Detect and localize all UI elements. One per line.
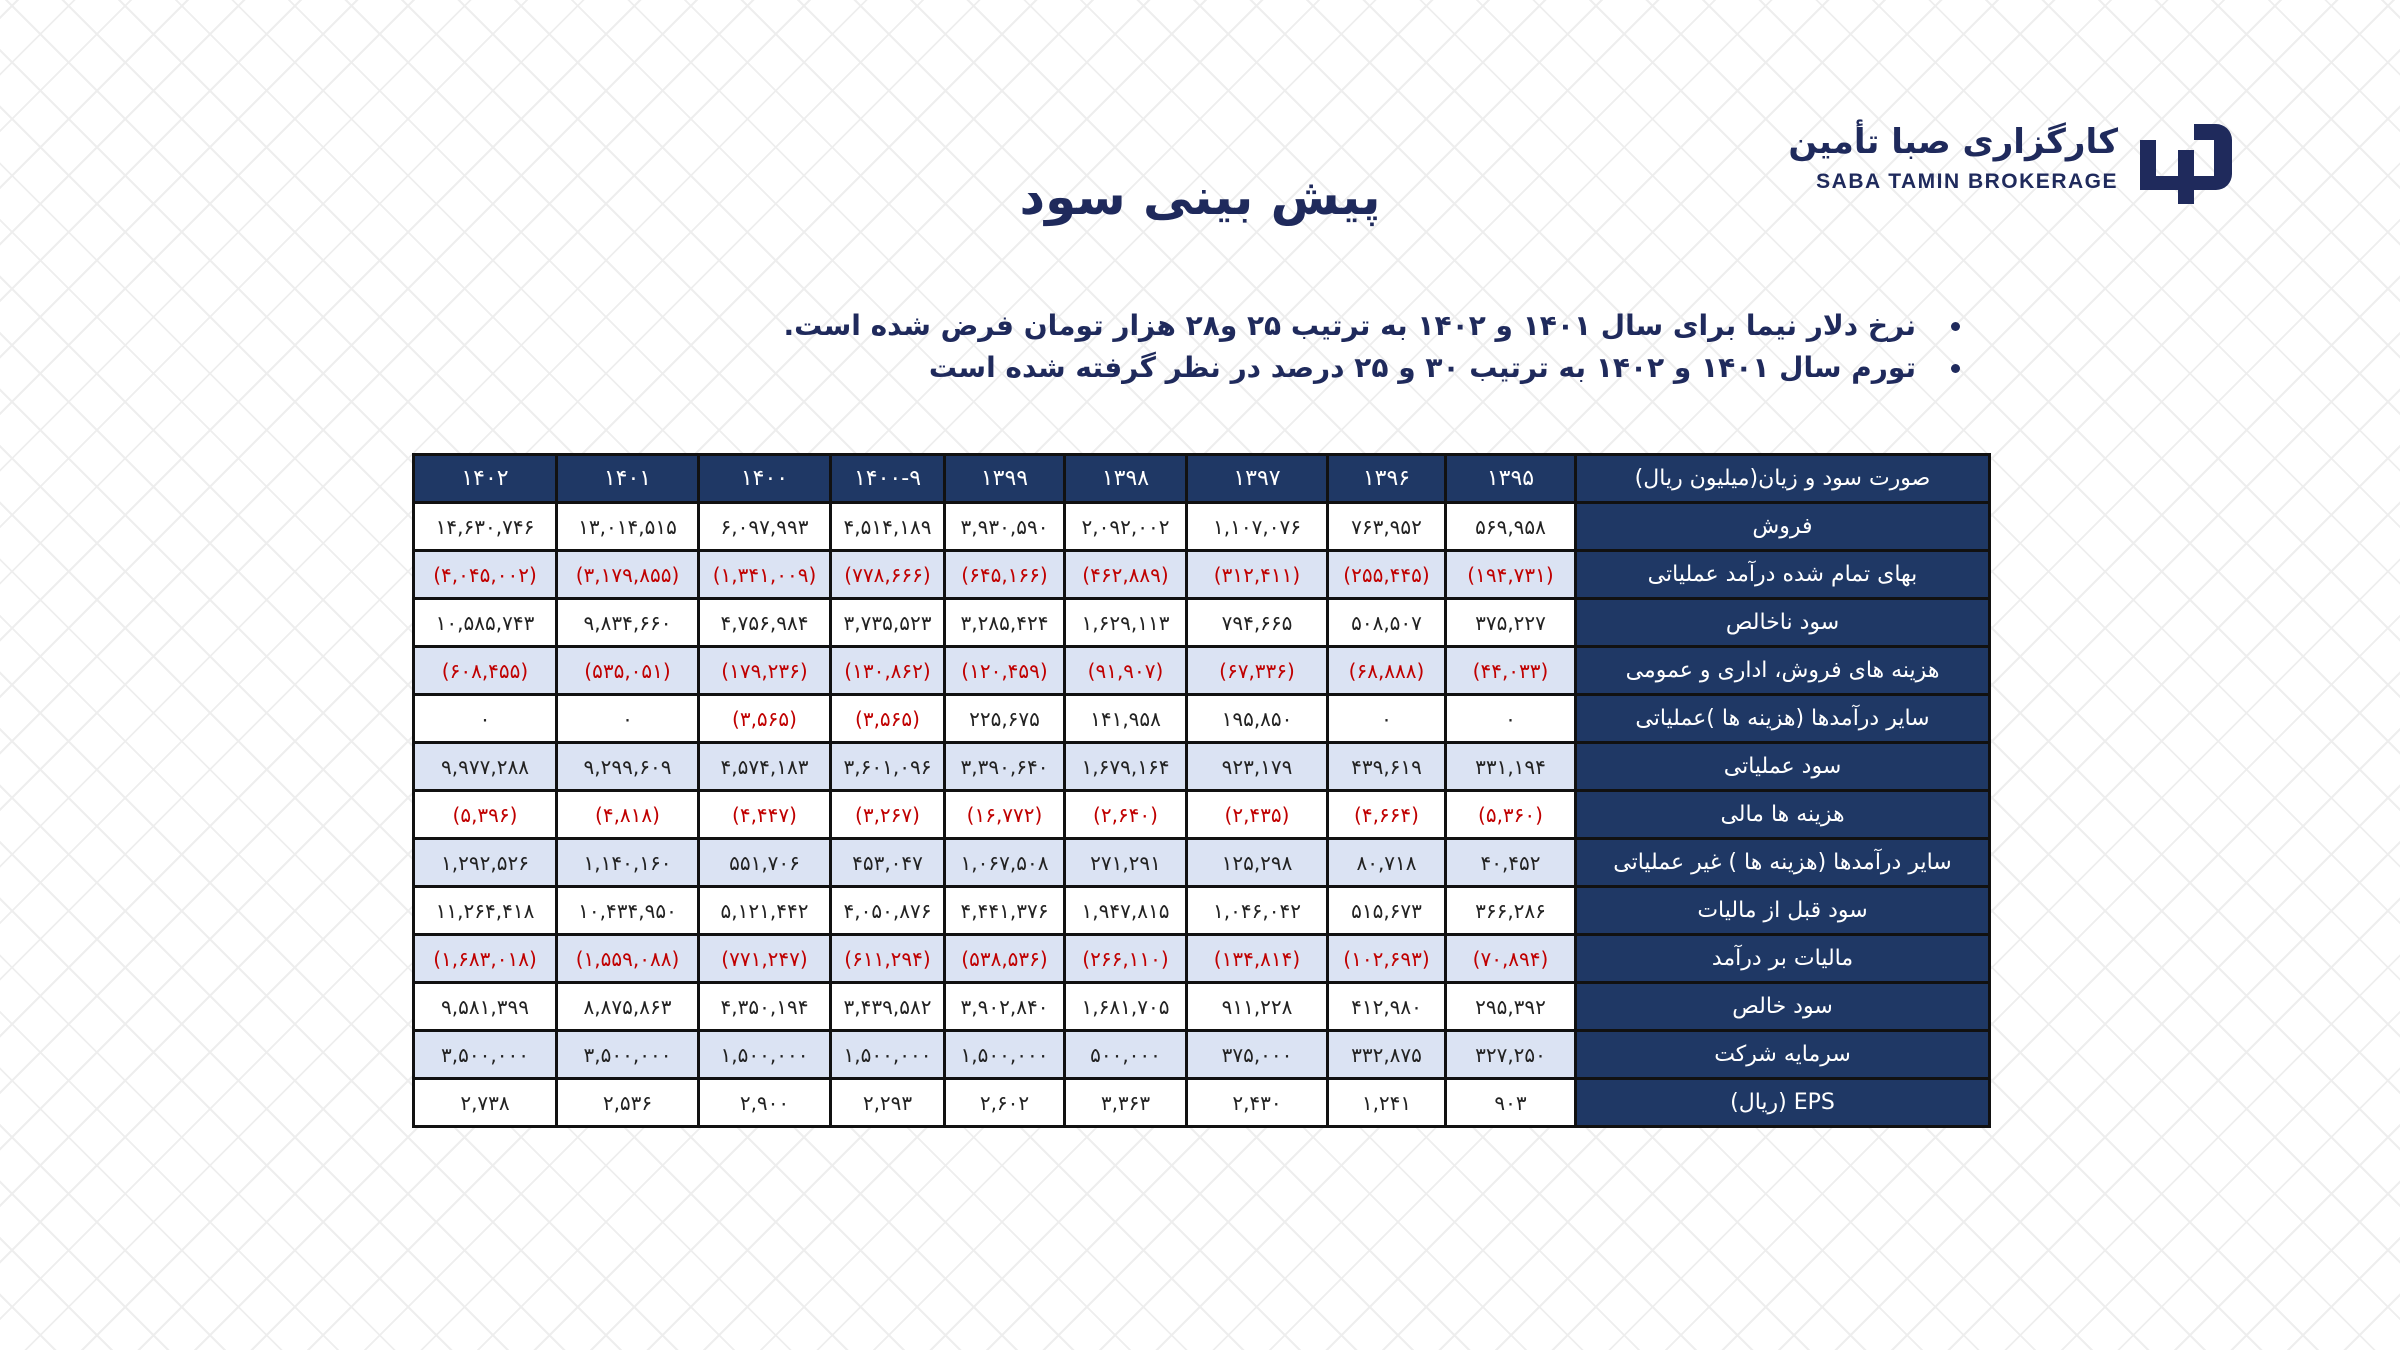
profit-loss-table: [412, 453, 1991, 1128]
table-cell: ۱,۹۴۷,۸۱۵: [1065, 887, 1187, 935]
table-cell: (۴۴,۰۳۳): [1446, 647, 1576, 695]
table-cell: ۰: [557, 695, 699, 743]
table-cell: ۱,۰۶۷,۵۰۸: [945, 839, 1065, 887]
row-label: سایر درآمدها (هزینه ها ) غیر عملیاتی: [1576, 839, 1990, 887]
assumption-item: [660, 305, 1960, 347]
table-cell: ۵۰۸,۵۰۷: [1328, 599, 1446, 647]
table-cell: ۱۱,۲۶۴,۴۱۸: [414, 887, 557, 935]
table-cell: ۱,۵۰۰,۰۰۰: [699, 1031, 831, 1079]
table-cell: (۱,۵۵۹,۰۸۸): [557, 935, 699, 983]
row-label: سود ناخالص: [1576, 599, 1990, 647]
table-cell: ۳,۷۳۵,۵۲۳: [831, 599, 945, 647]
table-cell: ۱,۶۷۹,۱۶۴: [1065, 743, 1187, 791]
table-cell: (۵۳۸,۵۳۶): [945, 935, 1065, 983]
table-row: [414, 935, 1990, 983]
table-cell: (۹۱,۹۰۷): [1065, 647, 1187, 695]
table-cell: ۱۳,۰۱۴,۵۱۵: [557, 503, 699, 551]
table-header-year: ۱۳۹۶: [1328, 455, 1446, 503]
table-cell: (۷۷۱,۲۴۷): [699, 935, 831, 983]
table-cell: ۰: [414, 695, 557, 743]
table-cell: ۴۳۹,۶۱۹: [1328, 743, 1446, 791]
table-cell: ۳۲۷,۲۵۰: [1446, 1031, 1576, 1079]
table-cell: ۹۱۱,۲۲۸: [1187, 983, 1328, 1031]
table-cell: ۸,۸۷۵,۸۶۳: [557, 983, 699, 1031]
table-cell: (۱۲۰,۴۵۹): [945, 647, 1065, 695]
table-cell: (۱,۶۸۳,۰۱۸): [414, 935, 557, 983]
table-header-row: [414, 455, 1990, 503]
table-row: [414, 839, 1990, 887]
table-cell: (۶۷,۳۳۶): [1187, 647, 1328, 695]
table-cell: ۱,۲۴۱: [1328, 1079, 1446, 1127]
row-label: بهای تمام شده درآمد عملیاتی: [1576, 551, 1990, 599]
assumptions-list: [660, 305, 1960, 389]
table-row: [414, 743, 1990, 791]
table-cell: ۳۶۶,۲۸۶: [1446, 887, 1576, 935]
table-cell: ۹۰۳: [1446, 1079, 1576, 1127]
table-cell: (۱۷۹,۲۳۶): [699, 647, 831, 695]
table-row: [414, 599, 1990, 647]
table-cell: ۱,۵۰۰,۰۰۰: [831, 1031, 945, 1079]
table-header-year: ۱۴۰۰: [699, 455, 831, 503]
table-header-year: ۱۴۰۱: [557, 455, 699, 503]
table-cell: (۱۳۴,۸۱۴): [1187, 935, 1328, 983]
table-cell: ۴۰,۴۵۲: [1446, 839, 1576, 887]
row-label: هزینه ها مالی: [1576, 791, 1990, 839]
table-cell: ۵۶۹,۹۵۸: [1446, 503, 1576, 551]
table-cell: ۵۰۰,۰۰۰: [1065, 1031, 1187, 1079]
table-cell: ۱,۶۸۱,۷۰۵: [1065, 983, 1187, 1031]
table-cell: ۳,۹۰۲,۸۴۰: [945, 983, 1065, 1031]
table-row: [414, 647, 1990, 695]
table-cell: ۲,۶۰۲: [945, 1079, 1065, 1127]
table-cell: ۳۷۵,۲۲۷: [1446, 599, 1576, 647]
table-cell: ۱۹۵,۸۵۰: [1187, 695, 1328, 743]
table-cell: ۵۱۵,۶۷۳: [1328, 887, 1446, 935]
table-cell: (۳,۵۶۵): [699, 695, 831, 743]
table-cell: (۲,۶۴۰): [1065, 791, 1187, 839]
table-cell: (۷۷۸,۶۶۶): [831, 551, 945, 599]
table-row: [414, 1031, 1990, 1079]
table-cell: ۲,۰۹۲,۰۰۲: [1065, 503, 1187, 551]
table-cell: ۱۴,۶۳۰,۷۴۶: [414, 503, 557, 551]
table-row: [414, 887, 1990, 935]
row-label: سود عملیاتی: [1576, 743, 1990, 791]
table-header-year: ۱۳۹۹: [945, 455, 1065, 503]
bullet-dot-icon: [1951, 322, 1960, 331]
assumption-text: تورم سال ۱۴۰۱ و ۱۴۰۲ به ترتیب ۳۰ و ۲۵ درصد در نظر گرفته شده است: [928, 351, 1916, 384]
table-cell: ۳,۳۹۰,۶۴۰: [945, 743, 1065, 791]
table-cell: ۶,۰۹۷,۹۹۳: [699, 503, 831, 551]
table-cell: (۶۱۱,۲۹۴): [831, 935, 945, 983]
row-label: سایر درآمدها (هزینه ها )عملیاتی: [1576, 695, 1990, 743]
table-cell: ۹,۸۳۴,۶۶۰: [557, 599, 699, 647]
table-cell: (۳,۱۷۹,۸۵۵): [557, 551, 699, 599]
table-cell: ۳,۹۳۰,۵۹۰: [945, 503, 1065, 551]
table-header-year: ۱۳۹۸: [1065, 455, 1187, 503]
table-cell: ۷۹۴,۶۶۵: [1187, 599, 1328, 647]
table-cell: (۶۰۸,۴۵۵): [414, 647, 557, 695]
table-cell: ۴۵۳,۰۴۷: [831, 839, 945, 887]
row-label: هزینه های فروش، اداری و عمومی: [1576, 647, 1990, 695]
table-cell: ۷۶۳,۹۵۲: [1328, 503, 1446, 551]
table-cell: (۴۶۲,۸۸۹): [1065, 551, 1187, 599]
table-row: [414, 791, 1990, 839]
table-header-year: ۱۳۹۵: [1446, 455, 1576, 503]
table-cell: (۱۰۲,۶۹۳): [1328, 935, 1446, 983]
table-cell: (۱۹۴,۷۳۱): [1446, 551, 1576, 599]
table-cell: ۱,۰۴۶,۰۴۲: [1187, 887, 1328, 935]
table-row: [414, 695, 1990, 743]
table-row: [414, 1079, 1990, 1127]
table-cell: ۹,۲۹۹,۶۰۹: [557, 743, 699, 791]
table-cell: ۰: [1446, 695, 1576, 743]
row-label: EPS (ریال): [1576, 1079, 1990, 1127]
logo-name-fa: کارگزاری صبا تأمین: [1788, 122, 2118, 162]
table-cell: ۴,۷۵۶,۹۸۴: [699, 599, 831, 647]
assumption-text: نرخ دلار نیما برای سال ۱۴۰۱ و ۱۴۰۲ به ترتیب ۲۵ و۲۸ هزار تومان فرض شده است.: [783, 309, 1916, 342]
table-cell: ۳۳۱,۱۹۴: [1446, 743, 1576, 791]
table-cell: (۲۵۵,۴۴۵): [1328, 551, 1446, 599]
table-cell: ۲,۴۳۰: [1187, 1079, 1328, 1127]
bullet-dot-icon: [1951, 364, 1960, 373]
table-cell: ۲,۷۳۸: [414, 1079, 557, 1127]
table-cell: ۳,۴۳۹,۵۸۲: [831, 983, 945, 1031]
table-cell: ۵۵۱,۷۰۶: [699, 839, 831, 887]
table-cell: (۶۴۵,۱۶۶): [945, 551, 1065, 599]
table-cell: ۹,۵۸۱,۳۹۹: [414, 983, 557, 1031]
table-header-year: ۱۴۰۰-۹: [831, 455, 945, 503]
table-cell: (۷۰,۸۹۴): [1446, 935, 1576, 983]
table-cell: (۲۶۶,۱۱۰): [1065, 935, 1187, 983]
table-cell: (۲,۴۳۵): [1187, 791, 1328, 839]
table-cell: (۳,۵۶۵): [831, 695, 945, 743]
table-cell: ۱۰,۴۳۴,۹۵۰: [557, 887, 699, 935]
table-cell: (۵,۳۹۶): [414, 791, 557, 839]
table-cell: (۴,۸۱۸): [557, 791, 699, 839]
table-cell: ۱۰,۵۸۵,۷۴۳: [414, 599, 557, 647]
table-cell: (۴,۶۶۴): [1328, 791, 1446, 839]
table-cell: ۲۷۱,۲۹۱: [1065, 839, 1187, 887]
table-cell: ۱۲۵,۲۹۸: [1187, 839, 1328, 887]
table-cell: ۲,۲۹۳: [831, 1079, 945, 1127]
table-cell: ۲۹۵,۳۹۲: [1446, 983, 1576, 1031]
table-header-label: صورت سود و زیان(میلیون ریال): [1576, 455, 1990, 503]
table-cell: (۴,۴۴۷): [699, 791, 831, 839]
table-cell: ۴,۵۷۴,۱۸۳: [699, 743, 831, 791]
table-row: [414, 983, 1990, 1031]
table-cell: (۱۳۰,۸۶۲): [831, 647, 945, 695]
table-cell: ۳,۵۰۰,۰۰۰: [557, 1031, 699, 1079]
row-label: سود قبل از مالیات: [1576, 887, 1990, 935]
row-label: مالیات بر درآمد: [1576, 935, 1990, 983]
table-cell: ۳,۵۰۰,۰۰۰: [414, 1031, 557, 1079]
table-cell: ۱,۱۴۰,۱۶۰: [557, 839, 699, 887]
table-cell: (۵۳۵,۰۵۱): [557, 647, 699, 695]
table-cell: ۹,۹۷۷,۲۸۸: [414, 743, 557, 791]
table-cell: ۲۲۵,۶۷۵: [945, 695, 1065, 743]
row-label: فروش: [1576, 503, 1990, 551]
table-cell: ۲,۵۳۶: [557, 1079, 699, 1127]
table-cell: ۱,۵۰۰,۰۰۰: [945, 1031, 1065, 1079]
table-cell: ۰: [1328, 695, 1446, 743]
table-cell: ۳۷۵,۰۰۰: [1187, 1031, 1328, 1079]
table-cell: (۵,۳۶۰): [1446, 791, 1576, 839]
row-label: سود خالص: [1576, 983, 1990, 1031]
table-cell: ۱,۱۰۷,۰۷۶: [1187, 503, 1328, 551]
table-cell: (۳,۲۶۷): [831, 791, 945, 839]
table-header-year: ۱۳۹۷: [1187, 455, 1328, 503]
assumption-item: [660, 347, 1960, 389]
table-header-year: ۱۴۰۲: [414, 455, 557, 503]
table-cell: (۴,۰۴۵,۰۰۲): [414, 551, 557, 599]
table-cell: (۳۱۲,۴۱۱): [1187, 551, 1328, 599]
table-cell: ۱,۶۲۹,۱۱۳: [1065, 599, 1187, 647]
table-row: [414, 551, 1990, 599]
table-cell: ۴,۳۵۰,۱۹۴: [699, 983, 831, 1031]
table-cell: ۳,۳۶۳: [1065, 1079, 1187, 1127]
table-row: [414, 503, 1990, 551]
logo-name-en: SABA TAMIN BROKERAGE: [1816, 170, 2118, 193]
table-cell: ۲,۹۰۰: [699, 1079, 831, 1127]
table-cell: ۱۴۱,۹۵۸: [1065, 695, 1187, 743]
table-cell: ۱,۲۹۲,۵۲۶: [414, 839, 557, 887]
table-cell: ۳,۶۰۱,۰۹۶: [831, 743, 945, 791]
row-label: سرمایه شرکت: [1576, 1031, 1990, 1079]
table-cell: (۱,۳۴۱,۰۰۹): [699, 551, 831, 599]
page-title: پیش بینی سود: [1019, 168, 1381, 226]
table-cell: ۸۰,۷۱۸: [1328, 839, 1446, 887]
table-cell: ۴,۰۵۰,۸۷۶: [831, 887, 945, 935]
table-cell: ۳۳۲,۸۷۵: [1328, 1031, 1446, 1079]
table-cell: ۹۲۳,۱۷۹: [1187, 743, 1328, 791]
table-cell: ۴,۵۱۴,۱۸۹: [831, 503, 945, 551]
table-cell: ۳,۲۸۵,۴۲۴: [945, 599, 1065, 647]
table-cell: ۵,۱۲۱,۴۴۲: [699, 887, 831, 935]
table-cell: (۱۶,۷۷۲): [945, 791, 1065, 839]
table-cell: (۶۸,۸۸۸): [1328, 647, 1446, 695]
table-cell: ۴۱۲,۹۸۰: [1328, 983, 1446, 1031]
table-cell: ۴,۴۴۱,۳۷۶: [945, 887, 1065, 935]
